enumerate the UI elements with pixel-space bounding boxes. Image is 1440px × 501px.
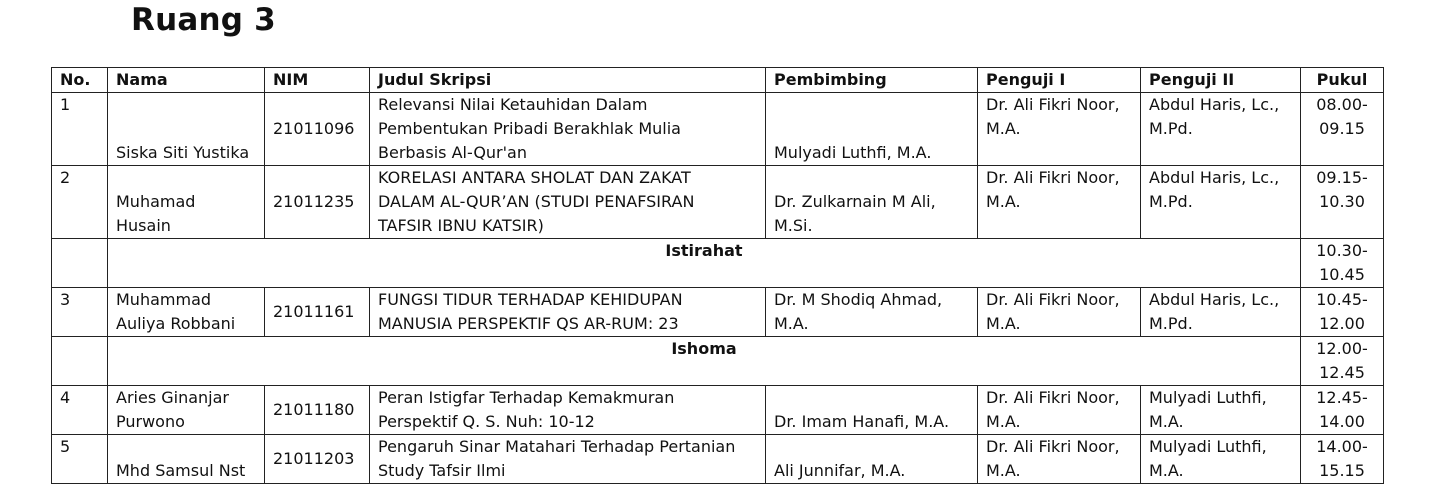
cell-no: 3 [52,288,108,337]
cell-line: Muhammad [116,290,212,309]
cell-penguji2 [1141,93,1301,166]
header-pukul: Pukul [1301,68,1384,93]
cell-line: 08.00- [1316,95,1368,114]
cell-line: Dr. Ali Fikri Noor, [986,95,1120,114]
cell-penguji2 [1141,435,1301,484]
cell-pukul [1301,288,1384,337]
header-penguji2: Penguji II [1141,68,1301,93]
cell-line: 09.15- [1316,168,1368,187]
cell-nama [108,166,265,239]
cell-line: MANUSIA PERSPEKTIF QS AR-RUM: 23 [378,314,679,333]
cell-line: Abdul Haris, Lc., [1149,168,1280,187]
break-label: Istirahat [108,239,1301,288]
cell-nama [108,93,265,166]
cell-nim: 21011180 [265,386,370,435]
cell-line: 10.30 [1319,192,1365,211]
cell-line: M.A. [986,192,1021,211]
cell-no [52,239,108,288]
cell-pembimbing [766,435,978,484]
cell-line: Dr. Imam Hanafi, M.A. [774,412,950,431]
cell-pukul [1301,337,1384,386]
table-header-row [52,68,1384,93]
header-judul: Judul Skripsi [370,68,766,93]
cell-penguji2 [1141,386,1301,435]
cell-line: Berbasis Al-Qur'an [378,143,527,162]
cell-line: Dr. Zulkarnain M Ali, [774,192,936,211]
cell-line: Husain [116,216,171,235]
cell-line: Dr. Ali Fikri Noor, [986,388,1120,407]
cell-no: 1 [52,93,108,166]
cell-line: Abdul Haris, Lc., [1149,290,1280,309]
page-title: Ruang 3 [131,2,276,38]
cell-pembimbing [766,386,978,435]
cell-pukul [1301,93,1384,166]
cell-pukul [1301,239,1384,288]
cell-penguji1 [978,166,1141,239]
break-label: Ishoma [108,337,1301,386]
cell-line: KORELASI ANTARA SHOLAT DAN ZAKAT [378,168,691,187]
cell-line: M.Pd. [1149,119,1193,138]
cell-pukul [1301,166,1384,239]
cell-line: M.A. [986,119,1021,138]
table-row [52,435,1384,484]
cell-penguji1 [978,386,1141,435]
cell-nim: 21011096 [265,93,370,166]
cell-line: Mulyadi Luthfi, [1149,437,1267,456]
cell-line: M.A. [986,461,1021,480]
cell-line: 12.45- [1316,388,1368,407]
cell-pembimbing [766,166,978,239]
break-row [52,337,1384,386]
table-row [52,386,1384,435]
cell-judul [370,166,766,239]
cell-line: 10.45- [1316,290,1368,309]
cell-penguji1 [978,93,1141,166]
cell-line: 09.15 [1319,119,1365,138]
cell-line: Ali Junnifar, M.A. [774,461,906,480]
cell-line: Dr. Ali Fikri Noor, [986,168,1120,187]
cell-line: M.Pd. [1149,314,1193,333]
cell-no: 5 [52,435,108,484]
cell-line: M.A. [986,412,1021,431]
cell-line: M.A. [774,314,809,333]
cell-line: Dr. M Shodiq Ahmad, [774,290,943,309]
cell-nim: 21011203 [265,435,370,484]
cell-line: FUNGSI TIDUR TERHADAP KEHIDUPAN [378,290,683,309]
cell-nim: 21011161 [265,288,370,337]
cell-penguji1 [978,435,1141,484]
cell-pembimbing [766,288,978,337]
cell-line: Abdul Haris, Lc., [1149,95,1280,114]
cell-line: Pengaruh Sinar Matahari Terhadap Pertanian [378,437,736,456]
cell-line: Peran Istigfar Terhadap Kemakmuran [378,388,675,407]
cell-penguji2 [1141,166,1301,239]
cell-pukul [1301,386,1384,435]
cell-line: Mulyadi Luthfi, M.A. [774,143,932,162]
cell-line: 10.45 [1319,265,1365,284]
cell-judul [370,288,766,337]
cell-no [52,337,108,386]
cell-line: M.A. [1149,412,1184,431]
schedule-table [51,67,1384,484]
break-row [52,239,1384,288]
header-nama: Nama [108,68,265,93]
cell-line: 12.00- [1316,339,1368,358]
cell-line: 14.00 [1319,412,1365,431]
cell-line: Auliya Robbani [116,314,236,333]
header-no: No. [52,68,108,93]
cell-nama [108,435,265,484]
cell-line: M.Pd. [1149,192,1193,211]
cell-line: Relevansi Nilai Ketauhidan Dalam [378,95,648,114]
cell-line: Muhamad [116,192,196,211]
cell-line: Mulyadi Luthfi, [1149,388,1267,407]
cell-judul [370,93,766,166]
cell-line: Purwono [116,412,185,431]
cell-nama [108,288,265,337]
cell-line: TAFSIR IBNU KATSIR) [378,216,544,235]
cell-line: Dr. Ali Fikri Noor, [986,290,1120,309]
cell-line: 12.00 [1319,314,1365,333]
cell-line: M.Si. [774,216,813,235]
header-pembimbing: Pembimbing [766,68,978,93]
cell-line: M.A. [986,314,1021,333]
cell-line: Perspektif Q. S. Nuh: 10-12 [378,412,595,431]
cell-line: 12.45 [1319,363,1365,382]
cell-pukul [1301,435,1384,484]
cell-judul [370,386,766,435]
table-row [52,288,1384,337]
cell-penguji2 [1141,288,1301,337]
cell-line: M.A. [1149,461,1184,480]
table-row [52,93,1384,166]
cell-judul [370,435,766,484]
cell-nama [108,386,265,435]
cell-line: Aries Ginanjar [116,388,229,407]
table-row [52,166,1384,239]
cell-nim: 21011235 [265,166,370,239]
cell-pembimbing [766,93,978,166]
cell-line: 15.15 [1319,461,1365,480]
cell-line: Siska Siti Yustika [116,143,250,162]
cell-penguji1 [978,288,1141,337]
cell-line: Study Tafsir Ilmi [378,461,506,480]
cell-no: 4 [52,386,108,435]
header-penguji1: Penguji I [978,68,1141,93]
header-nim: NIM [265,68,370,93]
cell-line: Mhd Samsul Nst [116,461,246,480]
cell-line: 10.30- [1316,241,1368,260]
cell-line: DALAM AL-QUR’AN (STUDI PENAFSIRAN [378,192,695,211]
cell-line: 14.00- [1316,437,1368,456]
cell-line: Dr. Ali Fikri Noor, [986,437,1120,456]
cell-no: 2 [52,166,108,239]
cell-line: Pembentukan Pribadi Berakhlak Mulia [378,119,681,138]
